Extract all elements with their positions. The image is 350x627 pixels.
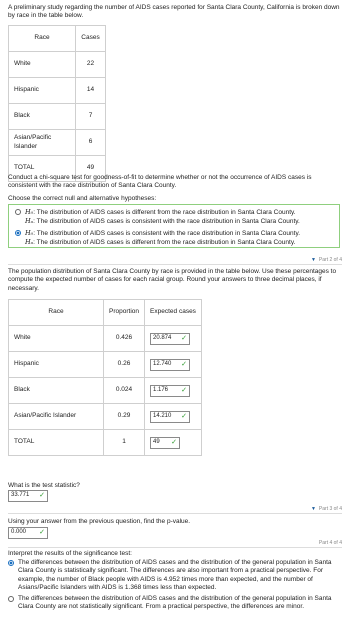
divider — [8, 547, 342, 548]
hypothesis-option-1[interactable] — [15, 208, 333, 227]
race-cell: Black — [9, 378, 104, 404]
proportion-cell: 0.426 — [104, 326, 145, 352]
part-3-label[interactable]: ▼ Part 3 of 4 — [310, 506, 342, 512]
expected-input[interactable]: 49 ✓ — [150, 437, 180, 449]
race-cell: TOTAL — [9, 156, 76, 182]
h0-symbol: H₀ — [25, 208, 34, 216]
header-proportion: Proportion — [104, 300, 145, 326]
expected-cell — [145, 326, 202, 352]
expected-cell — [145, 352, 202, 378]
intro-text: A preliminary study regarding the number of AIDS cases reported for Santa Clara County, California is broken down by race in the table below. — [8, 4, 340, 20]
header-expected: Expected cases — [145, 300, 202, 326]
hypothesis-option-2[interactable] — [15, 229, 333, 248]
table-row — [9, 130, 106, 156]
table-row — [9, 104, 106, 130]
race-cell: Hispanic — [9, 78, 76, 104]
table-row — [9, 326, 202, 352]
radio-button-selected[interactable] — [8, 560, 14, 566]
check-icon: ✓ — [39, 529, 45, 537]
interpretation-option-1[interactable] — [8, 559, 342, 593]
proportion-cell: 0.024 — [104, 378, 145, 404]
ha-symbol: Hₐ — [25, 238, 34, 247]
race-cell: Hispanic — [9, 352, 104, 378]
divider — [8, 513, 342, 514]
ha-symbol: Hₐ — [25, 217, 34, 226]
check-icon: ✓ — [39, 492, 45, 500]
expected-table — [8, 299, 202, 456]
check-icon: ✓ — [171, 438, 177, 446]
part2-intro: The population distribution of Santa Clara County by race is provided in the table below. Use these percentages to compute the expected number of cases for each racial group. Round your answers to three decimal places, if necessary. — [8, 268, 337, 292]
instruction-text: Conduct a chi-square test for goodness-of-fit to determine whether or not the occurrence of AIDS cases is consistent with the race distribution of Santa Clara County. — [8, 174, 312, 190]
check-icon: ✓ — [181, 386, 187, 394]
table-row — [9, 404, 202, 430]
header-race: Race — [9, 26, 76, 52]
header-cases: Cases — [76, 26, 106, 52]
test-statistic-question: What is the test statistic? — [8, 482, 80, 489]
race-cell: White — [9, 326, 104, 352]
expected-input[interactable]: 20.874 ✓ — [150, 333, 190, 345]
hypotheses-options — [8, 204, 340, 248]
race-cell: Asian/Pacific Islander — [9, 130, 76, 156]
expected-input[interactable]: 12.740 ✓ — [150, 359, 190, 371]
radio-button-selected[interactable] — [15, 230, 21, 236]
divider — [8, 264, 342, 265]
h0-text: : The distribution of AIDS cases is consistent with the race distribution in Santa Clara County. — [33, 229, 301, 237]
table-header-row — [9, 26, 106, 52]
hypotheses-prompt: Choose the correct null and alternative hypotheses: — [8, 195, 157, 202]
race-cell: TOTAL — [9, 430, 104, 456]
table-row — [9, 52, 106, 78]
expected-input[interactable]: 14.210 ✓ — [150, 411, 190, 423]
check-icon: ✓ — [181, 360, 187, 368]
proportion-cell: 0.26 — [104, 352, 145, 378]
expected-cell — [145, 430, 202, 456]
test-statistic-input[interactable]: 33.771 ✓ — [8, 490, 48, 502]
table-row — [9, 78, 106, 104]
h0-text: : The distribution of AIDS cases is different from the race distribution in Santa Clara County. — [33, 209, 296, 216]
table-row — [9, 430, 202, 456]
cases-cell: 22 — [76, 52, 106, 78]
cases-table — [8, 25, 106, 182]
h0-symbol: H₀ — [25, 228, 34, 237]
cases-cell: 14 — [76, 78, 106, 104]
option-text: The differences between the distribution of AIDS cases and the distribution of the general population in Santa Clara County is statistically significant. The differences are also important from a practical perspective. For example, the number of Black people with AIDS is 4.952 times more than expected, and the number of Asians/Pacific Islanders with AIDS is 1.368 times less than expected. — [18, 559, 332, 592]
p-value-input[interactable]: 0.000 ✓ — [8, 527, 48, 539]
option-text: The differences between the distribution of AIDS cases and the distribution of the general population in Santa Clara County are not statistically significant. From a practical perspective, the differences are minor. — [18, 594, 332, 611]
table-row — [9, 352, 202, 378]
cases-cell: 6 — [76, 130, 106, 156]
table-header-row — [9, 300, 202, 326]
expected-cell — [145, 378, 202, 404]
cases-cell: 7 — [76, 104, 106, 130]
cases-cell: 49 — [76, 156, 106, 182]
proportion-cell: 0.29 — [104, 404, 145, 430]
collapse-triangle-icon[interactable]: ▼ — [310, 257, 316, 263]
collapse-triangle-icon[interactable]: ▼ — [310, 506, 316, 512]
interpretation-options — [8, 559, 342, 614]
proportion-cell: 1 — [104, 430, 145, 456]
race-cell: Asian/Pacific Islander — [9, 404, 104, 430]
check-icon: ✓ — [181, 334, 187, 342]
part-2-label[interactable]: ▼ Part 2 of 4 — [310, 257, 342, 263]
radio-button[interactable] — [8, 596, 14, 602]
p-value-question: Using your answer from the previous question, find the p-value. — [8, 518, 191, 525]
check-icon: ✓ — [181, 412, 187, 420]
expected-cell — [145, 404, 202, 430]
interpret-question: Interpret the results of the significance test: — [8, 550, 132, 557]
ha-text: : The distribution of AIDS cases is consistent with the race distribution in Santa Clara County. — [33, 218, 300, 226]
ha-text: : The distribution of AIDS cases is different from the race distribution in Santa Clara County. — [33, 239, 296, 247]
race-cell: Black — [9, 104, 76, 130]
expected-input[interactable]: 1.176 ✓ — [150, 385, 190, 397]
table-row — [9, 378, 202, 404]
header-race: Race — [9, 300, 104, 326]
race-cell: White — [9, 52, 76, 78]
part-4-label: Part 4 of 4 — [318, 540, 342, 546]
radio-button[interactable] — [15, 209, 21, 215]
interpretation-option-2[interactable] — [8, 595, 342, 612]
